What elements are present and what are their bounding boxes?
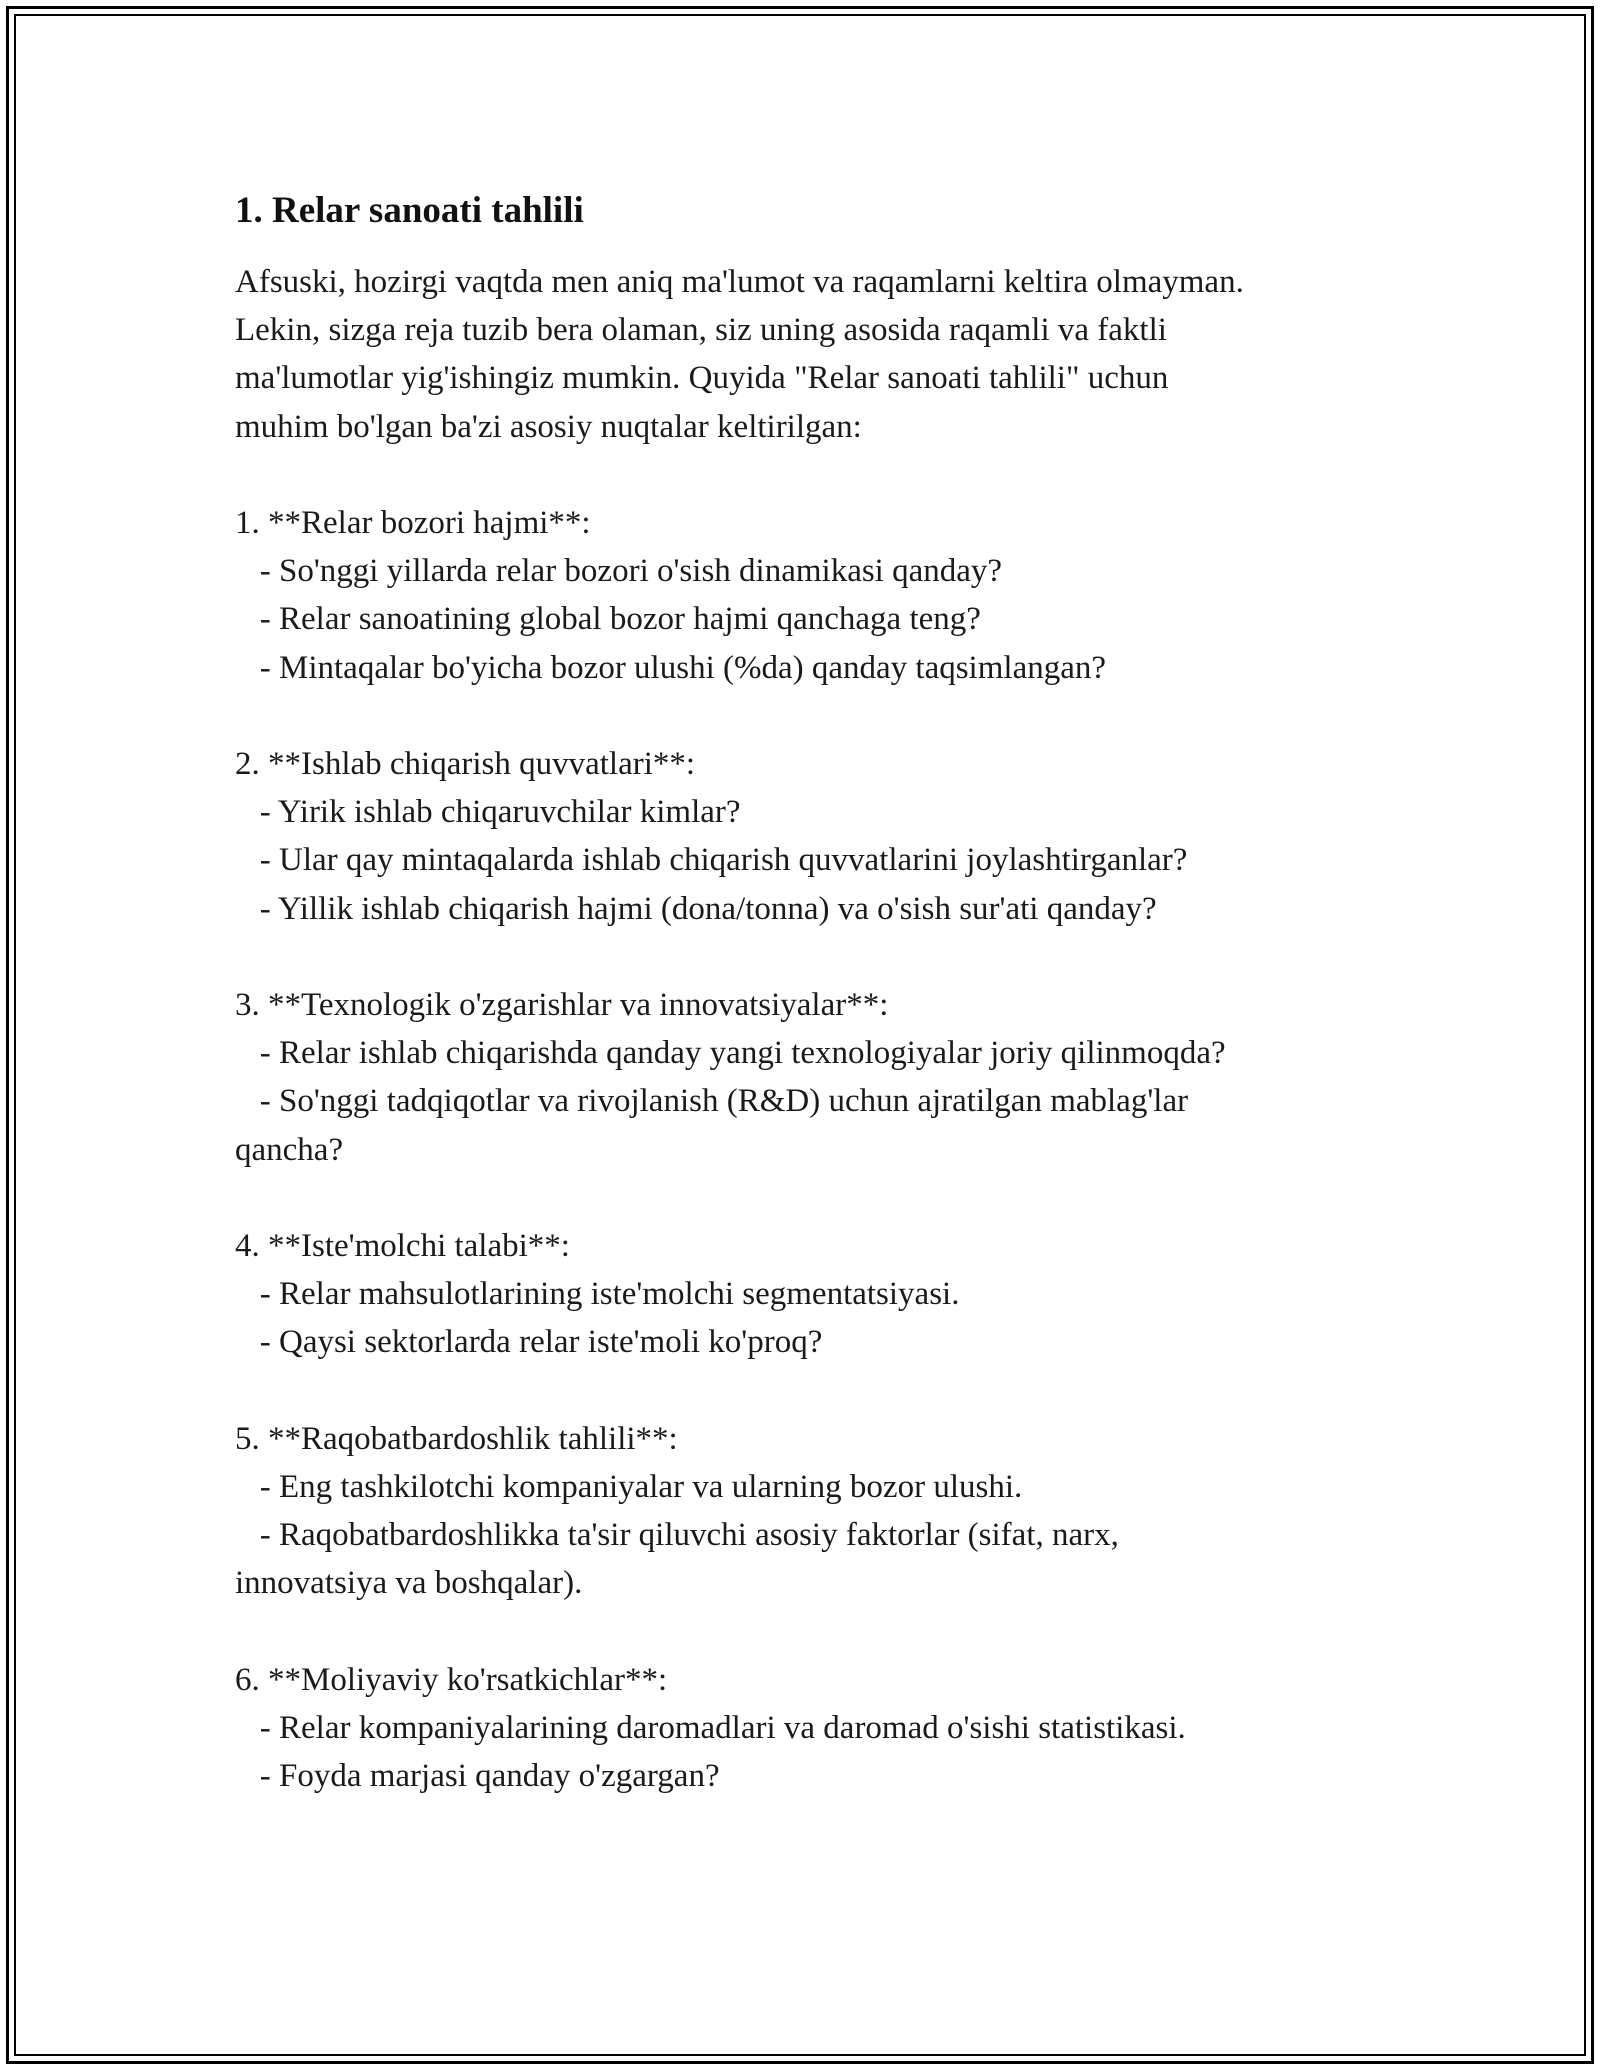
document-title: 1. Relar sanoati tahlili: [235, 190, 584, 231]
document-content: [235, 186, 1395, 1801]
document-body: Afsuski, hozirgi vaqtda men aniq ma'lumot va raqamlarni keltira olmayman. Lekin, sizga reja tuzib bera olaman, siz uning asosida raqamli va faktli ma'lumotlar yig'ishingiz mumkin. Quyida "Relar sanoati tahlili" uchun muhim bo'lgan ba'zi asosiy nuqtalar keltirilgan: 1. **Relar bozori hajmi**: - So'nggi yillarda relar bozori o'sish dinamikasi qanday? - Relar sanoatining global bozor hajmi qanchaga teng? - Mintaqalar bo'yicha bozor ulushi (%da) qanday taqsimlangan? 2. **Ishlab chiqarish quvvatlari**: - Yirik ishlab chiqaruvchilar kimlar? - Ular qay mintaqalarda ishlab chiqarish quvvatlarini joylashtirganlar? - Yillik ishlab chiqarish hajmi (dona/tonna) va o'sish sur'ati qanday? 3. **Texnologik o'zgarishlar va innovatsiyalar**: - Relar ishlab chiqarishda qanday yangi texnologiyalar joriy qilinmoqda? - So'nggi tadqiqotlar va rivojlanish (R&D) uchun ajratilgan mablag'lar qancha? 4. **Iste'molchi talabi**: - Relar mahsulotlarining iste'molchi segmentatsiyasi. - Qaysi sektorlarda relar iste'moli ko'proq? 5. **Raqobatbardoshlik tahlili**: - Eng tashkilotchi kompaniyalar va ularning bozor ulushi. - Raqobatbardoshlikka ta'sir qiluvchi asosiy faktorlar (sifat, narx, innovatsiya va boshqalar). 6. **Moliyaviy ko'rsatkichlar**: - Relar kompaniyalarining daromadlari va daromad o'sishi statistikasi. - Foyda marjasi qanday o'zgargan?: [235, 264, 1244, 1795]
